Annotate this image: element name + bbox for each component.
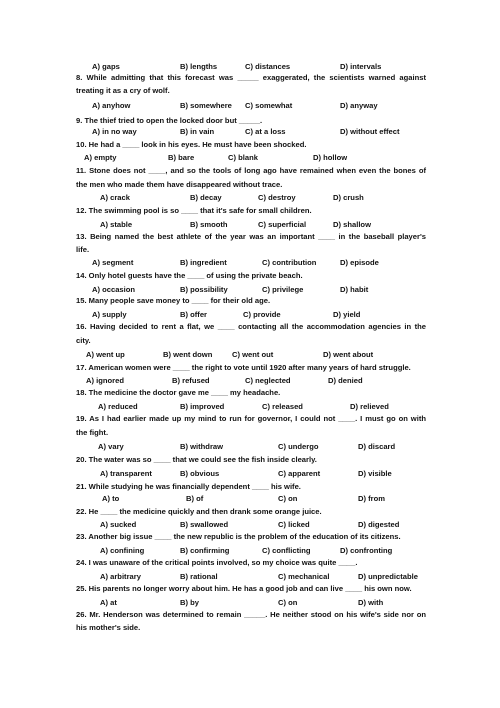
answer-option: B) improved xyxy=(180,402,225,411)
answer-option: C) on xyxy=(278,598,298,607)
answer-option: A) went up xyxy=(86,350,125,359)
answer-option: B) bare xyxy=(168,153,195,162)
answer-option: D) confronting xyxy=(340,546,393,555)
answer-option: D) shallow xyxy=(333,220,371,229)
question-text: 25. His parents no longer worry about him. He has a good job and can live ____ his own now. xyxy=(76,584,412,593)
answer-option: C) conflicting xyxy=(262,546,311,555)
answer-option: B) of xyxy=(186,494,204,503)
answer-option: C) undergo xyxy=(278,442,319,451)
question-text: the men who made them have disappeared without trace. xyxy=(76,180,283,189)
answer-option: C) destroy xyxy=(258,193,296,202)
answer-option: B) decay xyxy=(190,193,222,202)
answer-option: B) swallowed xyxy=(180,520,229,529)
question-text: 18. The medicine the doctor gave me ____ my headache. xyxy=(76,388,281,397)
answer-option: A) ignored xyxy=(86,376,124,385)
question-text: 17. American women were ____ the right to vote until 1920 after many years of hard struggle. xyxy=(76,363,411,372)
answer-option: D) habit xyxy=(340,285,369,294)
answer-option: D) anyway xyxy=(340,101,378,110)
question-text: 22. He ____ the medicine quickly and then drank some orange juice. xyxy=(76,507,322,516)
answer-option: A) supply xyxy=(92,310,127,319)
question-text: city. xyxy=(76,336,91,345)
question-text: 8. While admitting that this forecast was _____ exaggerated, the scientists warned against xyxy=(76,73,426,82)
answer-option: B) confirming xyxy=(180,546,230,555)
question-text: life. xyxy=(76,245,90,254)
question-text: 19. As I had earlier made up my mind to run for governor, I could not ____. I must go on with xyxy=(76,414,426,423)
answer-option: A) sucked xyxy=(100,520,137,529)
answer-option: D) unpredictable xyxy=(358,572,418,581)
answer-option: D) crush xyxy=(333,193,364,202)
answer-option: A) stable xyxy=(100,220,133,229)
answer-option: C) distances xyxy=(245,62,291,71)
answer-option: B) smooth xyxy=(190,220,228,229)
answer-option: A) crack xyxy=(100,193,130,202)
answer-option: A) confining xyxy=(100,546,145,555)
answer-option: A) transparent xyxy=(100,469,152,478)
answer-option: D) without effect xyxy=(340,127,400,136)
question-text: 15. Many people save money to ____ for their old age. xyxy=(76,296,271,305)
answer-option: D) went about xyxy=(323,350,374,359)
answer-option: C) blank xyxy=(228,153,258,162)
question-text: 13. Being named the best athlete of the year was an important ____ in the baseball player's xyxy=(76,232,426,241)
question-text: 26. Mr. Henderson was determined to remain _____. He neither stood on his wife's side nor on xyxy=(76,610,426,619)
answer-option: A) arbitrary xyxy=(100,572,141,581)
question-text: the fight. xyxy=(76,428,109,437)
question-text: his mother's side. xyxy=(76,623,141,632)
answer-option: C) provide xyxy=(243,310,281,319)
answer-option: C) on xyxy=(278,494,298,503)
answer-option: A) anyhow xyxy=(92,101,131,110)
answer-option: B) ingredient xyxy=(180,258,227,267)
answer-option: D) yield xyxy=(333,310,361,319)
question-text: 14. Only hotel guests have the ____ of using the private beach. xyxy=(76,271,303,280)
question-text: 16. Having decided to rent a flat, we ____ contacting all the accommodation agencies in the xyxy=(76,322,426,331)
answer-option: B) withdraw xyxy=(180,442,224,451)
question-text: 24. I was unaware of the critical points involved, so my choice was quite ____. xyxy=(76,558,358,567)
answer-option: A) reduced xyxy=(98,402,138,411)
answer-option: C) contribution xyxy=(262,258,317,267)
question-text: 23. Another big issue ____ the new republic is the problem of the education of its citizens. xyxy=(76,532,401,541)
answer-option: D) visible xyxy=(358,469,392,478)
answer-option: B) in vain xyxy=(180,127,215,136)
answer-option: A) at xyxy=(100,598,117,607)
answer-option: D) denied xyxy=(328,376,363,385)
answer-option: B) obvious xyxy=(180,469,220,478)
question-text: 11. Stone does not ____, and so the tools of long ago have remained when even the bones of xyxy=(76,166,426,175)
answer-option: A) segment xyxy=(92,258,134,267)
answer-option: A) vary xyxy=(98,442,124,451)
answer-option: B) lengths xyxy=(180,62,218,71)
answer-option: D) relieved xyxy=(350,402,389,411)
answer-option: C) released xyxy=(262,402,303,411)
answer-option: D) episode xyxy=(340,258,379,267)
question-text: 21. While studying he was financially dependent ____ his wife. xyxy=(76,482,301,491)
answer-option: C) went out xyxy=(232,350,274,359)
answer-option: C) mechanical xyxy=(278,572,330,581)
answer-option: B) by xyxy=(180,598,199,607)
answer-option: C) superficial xyxy=(258,220,307,229)
answer-option: C) at a loss xyxy=(245,127,286,136)
answer-option: C) licked xyxy=(278,520,310,529)
answer-option: B) possibility xyxy=(180,285,228,294)
answer-option: B) somewhere xyxy=(180,101,232,110)
answer-option: C) privilege xyxy=(262,285,304,294)
answer-option: B) offer xyxy=(180,310,207,319)
answer-option: B) rational xyxy=(180,572,218,581)
answer-option: C) neglected xyxy=(245,376,291,385)
answer-option: A) occasion xyxy=(92,285,136,294)
answer-option: A) to xyxy=(102,494,120,503)
answer-option: D) with xyxy=(358,598,384,607)
question-text: 20. The water was so ____ that we could see the fish inside clearly. xyxy=(76,455,317,464)
answer-option: B) went down xyxy=(163,350,213,359)
question-text: 9. The thief tried to open the locked door but _____. xyxy=(76,116,263,125)
question-text: 12. The swimming pool is so ____ that it's safe for small children. xyxy=(76,206,312,215)
answer-option: D) intervals xyxy=(340,62,382,71)
answer-option: C) apparent xyxy=(278,469,321,478)
answer-option: A) gaps xyxy=(92,62,120,71)
answer-option: C) somewhat xyxy=(245,101,293,110)
answer-option: B) refused xyxy=(172,376,210,385)
answer-option: D) digested xyxy=(358,520,400,529)
answer-option: A) in no way xyxy=(92,127,137,136)
answer-option: D) hollow xyxy=(313,153,348,162)
answer-option: A) empty xyxy=(84,153,117,162)
answer-option: D) from xyxy=(358,494,385,503)
question-text: 10. He had a ____ look in his eyes. He must have been shocked. xyxy=(76,140,307,149)
question-text: treating it as a cry of wolf. xyxy=(76,86,170,95)
answer-option: D) discard xyxy=(358,442,396,451)
